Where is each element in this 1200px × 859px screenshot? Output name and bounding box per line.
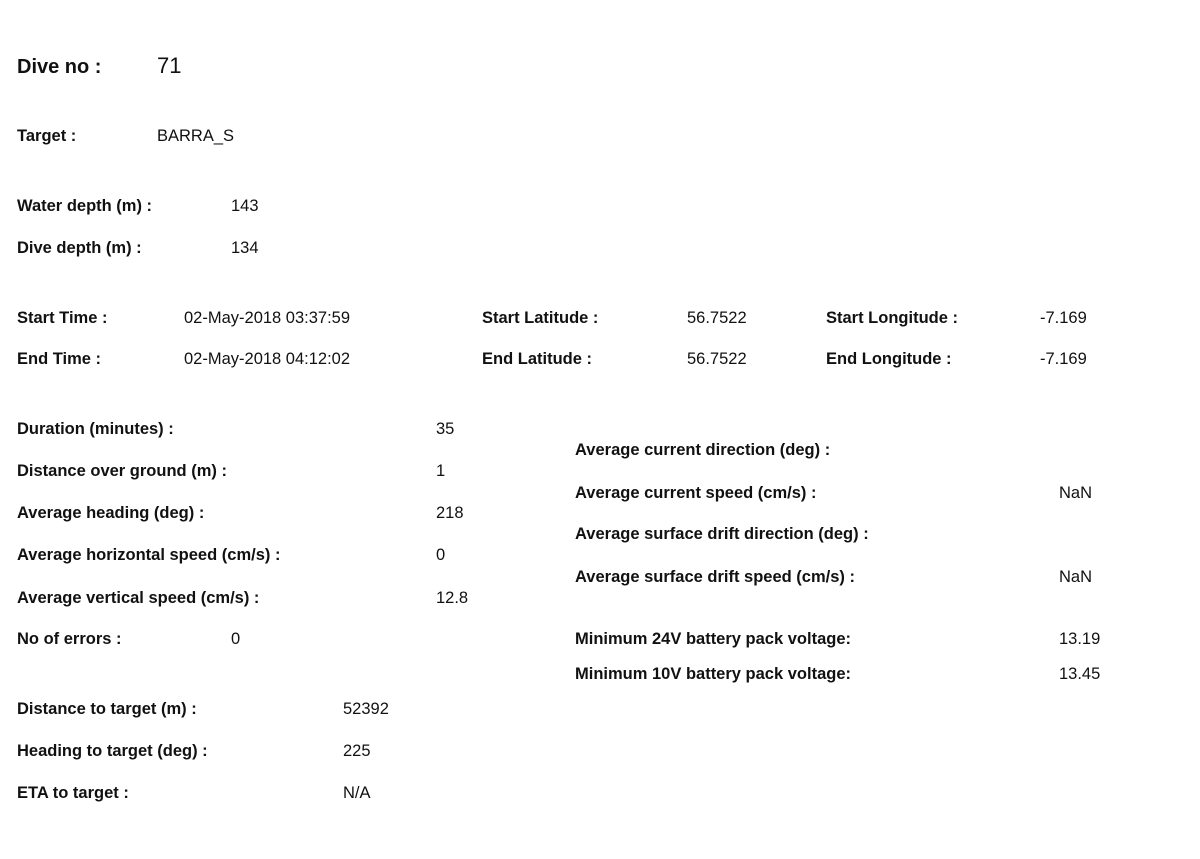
average-horizontal-speed-label: Average horizontal speed (cm/s) : (17, 546, 281, 564)
errors-value: 0 (231, 630, 241, 648)
end-time-value: 02-May-2018 04:12:02 (184, 350, 351, 368)
average-vertical-speed-label: Average vertical speed (cm/s) : (17, 589, 260, 607)
current-direction-label: Average current direction (deg) : (575, 441, 831, 459)
start-longitude-label: Start Longitude : (826, 309, 958, 327)
eta-to-target-label: ETA to target : (17, 784, 129, 802)
errors-label: No of errors : (17, 630, 122, 648)
surface-drift-direction-label: Average surface drift direction (deg) : (575, 525, 869, 543)
start-latitude-value: 56.7522 (687, 309, 747, 327)
distance-over-ground-value: 1 (436, 462, 446, 480)
heading-to-target-label: Heading to target (deg) : (17, 742, 208, 760)
average-heading-value: 218 (436, 504, 464, 522)
end-time-label: End Time : (17, 350, 102, 368)
dive-no-label: Dive no : (17, 56, 102, 78)
start-latitude-label: Start Latitude : (482, 309, 599, 327)
start-time-value: 02-May-2018 03:37:59 (184, 309, 351, 327)
start-longitude-value: -7.169 (1040, 309, 1087, 327)
duration-label: Duration (minutes) : (17, 420, 174, 438)
water-depth-value: 143 (231, 197, 259, 215)
dive-depth-value: 134 (231, 239, 259, 257)
water-depth-label: Water depth (m) : (17, 197, 153, 215)
start-time-label: Start Time : (17, 309, 108, 327)
duration-value: 35 (436, 420, 455, 438)
distance-over-ground-label: Distance over ground (m) : (17, 462, 227, 480)
current-speed-label: Average current speed (cm/s) : (575, 484, 817, 502)
average-heading-label: Average heading (deg) : (17, 504, 205, 522)
end-latitude-value: 56.7522 (687, 350, 747, 368)
battery-10v-value: 13.45 (1059, 665, 1101, 683)
current-speed-value: NaN (1059, 484, 1093, 502)
dive-depth-label: Dive depth (m) : (17, 239, 142, 257)
heading-to-target-value: 225 (343, 742, 371, 760)
average-horizontal-speed-value: 0 (436, 546, 446, 564)
distance-to-target-value: 52392 (343, 700, 389, 718)
battery-24v-value: 13.19 (1059, 630, 1101, 648)
distance-to-target-label: Distance to target (m) : (17, 700, 197, 718)
end-latitude-label: End Latitude : (482, 350, 592, 368)
battery-10v-label: Minimum 10V battery pack voltage: (575, 665, 851, 683)
target-label: Target : (17, 127, 77, 145)
average-vertical-speed-value: 12.8 (436, 589, 469, 607)
surface-drift-speed-value: NaN (1059, 568, 1093, 586)
end-longitude-value: -7.169 (1040, 350, 1087, 368)
dive-no-value: 71 (157, 53, 182, 78)
eta-to-target-value: N/A (343, 784, 371, 802)
battery-24v-label: Minimum 24V battery pack voltage: (575, 630, 851, 648)
end-longitude-label: End Longitude : (826, 350, 952, 368)
target-value: BARRA_S (157, 127, 235, 145)
surface-drift-speed-label: Average surface drift speed (cm/s) : (575, 568, 855, 586)
